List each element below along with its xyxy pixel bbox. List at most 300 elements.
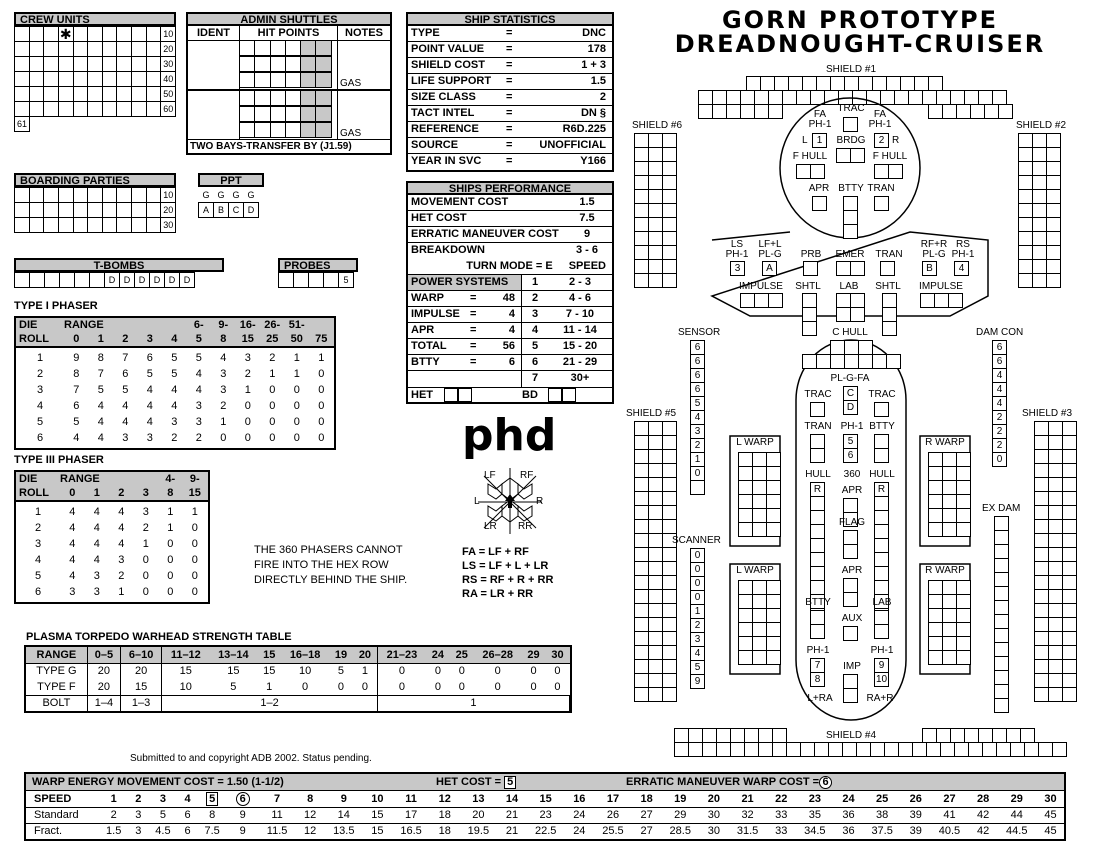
left-warp-box[interactable] — [766, 608, 781, 623]
shield3-box[interactable] — [1048, 659, 1063, 674]
right-warp-box[interactable] — [956, 608, 971, 623]
lab-box[interactable] — [874, 610, 889, 625]
shield3-box[interactable] — [1034, 631, 1049, 646]
crew-box[interactable] — [58, 101, 74, 117]
left-warp-box[interactable] — [766, 522, 781, 537]
battery-box[interactable] — [810, 610, 825, 625]
crew-box[interactable] — [87, 86, 103, 102]
boarding-box[interactable] — [43, 217, 59, 233]
crew-box[interactable] — [116, 71, 132, 87]
excess-damage-box[interactable] — [994, 628, 1009, 643]
shield1-box[interactable] — [774, 76, 789, 91]
phaser-3-box[interactable]: 3 — [730, 261, 745, 276]
shield3-box[interactable] — [1034, 519, 1049, 534]
shield5-box[interactable] — [634, 547, 649, 562]
shield1-box[interactable] — [992, 90, 1007, 105]
shield3-box[interactable] — [1034, 687, 1049, 702]
bd-box[interactable] — [562, 388, 576, 402]
hit-point-box[interactable] — [285, 56, 301, 72]
shield1-box[interactable] — [858, 76, 873, 91]
shield3-box[interactable] — [1034, 659, 1049, 674]
shield5-box[interactable] — [662, 533, 677, 548]
excess-damage-box[interactable] — [994, 600, 1009, 615]
shuttle-box[interactable] — [802, 293, 817, 308]
left-warp-box[interactable] — [752, 636, 767, 651]
shield4-box[interactable] — [982, 742, 997, 757]
probe-box[interactable] — [308, 272, 324, 288]
shield5-box[interactable] — [634, 533, 649, 548]
hit-point-box[interactable] — [285, 90, 301, 106]
crew-box[interactable] — [58, 41, 74, 57]
excess-damage-box[interactable] — [994, 656, 1009, 671]
shield2-box[interactable] — [1032, 147, 1047, 162]
shield4-box[interactable] — [730, 742, 745, 757]
shield3-box[interactable] — [1062, 561, 1077, 576]
shield5-box[interactable] — [662, 659, 677, 674]
shuttle-box[interactable] — [882, 293, 897, 308]
right-warp-box[interactable] — [956, 494, 971, 509]
excess-damage-box[interactable] — [994, 684, 1009, 699]
shield3-box[interactable] — [1062, 533, 1077, 548]
damcon-box[interactable]: 6 — [992, 354, 1007, 369]
shield1-box[interactable] — [788, 76, 803, 91]
crew-box[interactable] — [131, 26, 147, 42]
shield1-box[interactable] — [754, 90, 769, 105]
shield3-box[interactable] — [1062, 505, 1077, 520]
boarding-box[interactable] — [131, 187, 147, 203]
left-warp-box[interactable] — [766, 650, 781, 665]
ppt-box[interactable]: C — [228, 202, 244, 218]
shield3-box[interactable] — [1034, 575, 1049, 590]
shield5-box[interactable] — [634, 435, 649, 450]
left-warp-box[interactable] — [752, 466, 767, 481]
shield2-box[interactable] — [1046, 189, 1061, 204]
shield1-box[interactable] — [914, 76, 929, 91]
shield3-box[interactable] — [1062, 421, 1077, 436]
shield4-box[interactable] — [688, 728, 703, 743]
shield2-box[interactable] — [1046, 161, 1061, 176]
crew-box[interactable] — [43, 41, 59, 57]
damcon-box[interactable]: 4 — [992, 382, 1007, 397]
aux-box[interactable] — [843, 626, 858, 641]
left-warp-box[interactable] — [752, 608, 767, 623]
crew-box[interactable] — [146, 86, 162, 102]
left-warp-box[interactable] — [738, 480, 753, 495]
shield3-box[interactable] — [1048, 421, 1063, 436]
shield2-box[interactable] — [1032, 203, 1047, 218]
hit-point-box[interactable] — [315, 106, 331, 122]
shield1-box[interactable] — [838, 90, 853, 105]
shield3-box[interactable] — [1062, 463, 1077, 478]
shield3-box[interactable] — [1062, 673, 1077, 688]
tran-box[interactable] — [810, 434, 825, 449]
hit-point-box[interactable] — [239, 40, 255, 56]
excess-damage-box[interactable] — [994, 516, 1009, 531]
hull-box[interactable] — [874, 552, 889, 567]
chull-box[interactable] — [886, 354, 901, 369]
impulse-box[interactable] — [843, 674, 858, 689]
tran-box[interactable] — [810, 448, 825, 463]
shield1-box[interactable] — [970, 104, 985, 119]
shield5-box[interactable] — [648, 687, 663, 702]
boarding-box[interactable] — [87, 187, 103, 203]
shield5-box[interactable] — [648, 463, 663, 478]
crew-box[interactable] — [116, 56, 132, 72]
shield4-box[interactable] — [716, 728, 731, 743]
damcon-box[interactable]: 0 — [992, 452, 1007, 467]
hit-point-box[interactable] — [270, 122, 286, 138]
shield5-box[interactable] — [648, 449, 663, 464]
shield1-box[interactable] — [726, 104, 741, 119]
bd-box[interactable] — [548, 388, 562, 402]
tran-box[interactable] — [874, 196, 889, 211]
shield1-box[interactable] — [740, 104, 755, 119]
fhull-box[interactable] — [810, 164, 825, 179]
left-warp-box[interactable] — [738, 494, 753, 509]
hit-point-box[interactable] — [270, 106, 286, 122]
shield1-box[interactable] — [880, 90, 895, 105]
shield5-box[interactable] — [662, 645, 677, 660]
sensor-box[interactable]: 6 — [690, 354, 705, 369]
trac-box[interactable] — [810, 402, 825, 417]
shield2-box[interactable] — [1032, 231, 1047, 246]
tbomb-box[interactable] — [14, 272, 30, 288]
shield2-box[interactable] — [1018, 231, 1033, 246]
shield4-box[interactable] — [912, 742, 927, 757]
shield4-box[interactable] — [800, 742, 815, 757]
sensor-box[interactable]: 6 — [690, 382, 705, 397]
left-warp-box[interactable] — [738, 594, 753, 609]
shield4-box[interactable] — [992, 728, 1007, 743]
shuttle-box[interactable] — [882, 307, 897, 322]
crew-box[interactable] — [43, 101, 59, 117]
shield4-box[interactable] — [814, 742, 829, 757]
hull-box[interactable] — [874, 496, 889, 511]
shield3-box[interactable] — [1048, 617, 1063, 632]
boarding-box[interactable] — [43, 202, 59, 218]
shield6-box[interactable] — [634, 273, 649, 288]
left-warp-box[interactable] — [766, 452, 781, 467]
dummy-tbomb-box[interactable]: D — [119, 272, 135, 288]
shield3-box[interactable] — [1048, 477, 1063, 492]
shield3-box[interactable] — [1048, 519, 1063, 534]
shield4-box[interactable] — [674, 728, 689, 743]
crew-box[interactable] — [146, 56, 162, 72]
shield3-box[interactable] — [1034, 603, 1049, 618]
shield4-box[interactable] — [968, 742, 983, 757]
shield1-box[interactable] — [866, 90, 881, 105]
shield5-box[interactable] — [634, 519, 649, 534]
boarding-box[interactable] — [58, 202, 74, 218]
probe-box[interactable]: 5 — [338, 272, 354, 288]
lab-box[interactable] — [836, 293, 851, 308]
right-warp-box[interactable] — [942, 522, 957, 537]
chull-box[interactable] — [858, 354, 873, 369]
fhull-box[interactable] — [796, 164, 811, 179]
shield5-box[interactable] — [648, 575, 663, 590]
shield6-box[interactable] — [648, 203, 663, 218]
shield6-box[interactable] — [634, 175, 649, 190]
left-warp-box[interactable] — [752, 480, 767, 495]
crew-box[interactable] — [73, 41, 89, 57]
shield2-box[interactable] — [1046, 175, 1061, 190]
shield2-box[interactable] — [1032, 189, 1047, 204]
het-box[interactable] — [444, 388, 458, 402]
scanner-box[interactable]: 4 — [690, 646, 705, 661]
shield5-box[interactable] — [634, 449, 649, 464]
shield5-box[interactable] — [648, 519, 663, 534]
shield6-box[interactable] — [662, 217, 677, 232]
crew-box[interactable] — [131, 101, 147, 117]
shield5-box[interactable] — [662, 491, 677, 506]
hit-point-box[interactable] — [285, 72, 301, 88]
shield6-box[interactable] — [648, 231, 663, 246]
shield3-box[interactable] — [1034, 561, 1049, 576]
shield5-box[interactable] — [634, 687, 649, 702]
plasma-d-box[interactable]: D — [843, 400, 858, 415]
sensor-box[interactable]: 2 — [690, 438, 705, 453]
shield6-box[interactable] — [662, 175, 677, 190]
shield2-box[interactable] — [1018, 175, 1033, 190]
shield5-box[interactable] — [648, 631, 663, 646]
damcon-box[interactable]: 2 — [992, 410, 1007, 425]
crew-box[interactable] — [43, 86, 59, 102]
shield4-box[interactable] — [828, 742, 843, 757]
hit-point-box[interactable] — [285, 122, 301, 138]
shield5-box[interactable] — [662, 463, 677, 478]
crew-box[interactable] — [102, 71, 118, 87]
shield6-box[interactable] — [634, 245, 649, 260]
shield4-box[interactable] — [940, 742, 955, 757]
boarding-box[interactable] — [58, 187, 74, 203]
hit-point-box[interactable] — [285, 40, 301, 56]
shield4-box[interactable] — [1006, 728, 1021, 743]
boarding-box[interactable] — [131, 202, 147, 218]
right-warp-box[interactable] — [956, 508, 971, 523]
left-warp-box[interactable] — [738, 466, 753, 481]
shield5-box[interactable] — [634, 463, 649, 478]
hit-point-box[interactable] — [239, 106, 255, 122]
damcon-box[interactable]: 2 — [992, 438, 1007, 453]
shield5-box[interactable] — [662, 617, 677, 632]
shield5-box[interactable] — [648, 477, 663, 492]
boarding-box[interactable] — [58, 217, 74, 233]
shield2-box[interactable] — [1018, 133, 1033, 148]
excess-damage-box[interactable] — [994, 614, 1009, 629]
shield3-box[interactable] — [1034, 463, 1049, 478]
crew-box[interactable] — [73, 86, 89, 102]
shield6-box[interactable] — [662, 203, 677, 218]
hull-box[interactable] — [874, 594, 889, 609]
hit-point-box[interactable] — [315, 40, 331, 56]
impulse-box[interactable] — [768, 293, 783, 308]
dummy-tbomb-box[interactable]: D — [179, 272, 195, 288]
shield3-box[interactable] — [1048, 687, 1063, 702]
shield5-box[interactable] — [662, 547, 677, 562]
hit-point-box[interactable] — [239, 122, 255, 138]
crew-box[interactable] — [87, 101, 103, 117]
tbomb-box[interactable] — [59, 272, 75, 288]
apr-box[interactable] — [812, 196, 827, 211]
shield4-box[interactable] — [1020, 728, 1035, 743]
shield3-box[interactable] — [1034, 435, 1049, 450]
crew-box[interactable] — [102, 41, 118, 57]
crew-box[interactable] — [87, 71, 103, 87]
lab-box[interactable] — [874, 624, 889, 639]
shield4-box[interactable] — [1038, 742, 1053, 757]
shield1-box[interactable] — [726, 90, 741, 105]
shield2-box[interactable] — [1046, 217, 1061, 232]
crew-box[interactable] — [58, 71, 74, 87]
crew-box[interactable] — [14, 41, 30, 57]
shield5-box[interactable] — [648, 589, 663, 604]
hit-point-box[interactable] — [300, 56, 316, 72]
battery-box[interactable] — [874, 434, 889, 449]
right-warp-box[interactable] — [942, 580, 957, 595]
shield3-box[interactable] — [1034, 645, 1049, 660]
shield6-box[interactable] — [662, 231, 677, 246]
chull-box[interactable] — [830, 354, 845, 369]
shield1-box[interactable] — [754, 104, 769, 119]
boarding-box[interactable] — [102, 202, 118, 218]
hull-box[interactable] — [874, 566, 889, 581]
hull-box[interactable] — [810, 496, 825, 511]
shield5-box[interactable] — [648, 491, 663, 506]
shield4-box[interactable] — [1010, 742, 1025, 757]
crew-box[interactable] — [29, 26, 45, 42]
shield4-box[interactable] — [950, 728, 965, 743]
right-warp-box[interactable] — [942, 594, 957, 609]
dummy-tbomb-box[interactable]: D — [104, 272, 120, 288]
shield5-box[interactable] — [662, 603, 677, 618]
boarding-box[interactable] — [116, 202, 132, 218]
shield1-box[interactable] — [712, 104, 727, 119]
shield3-box[interactable] — [1048, 631, 1063, 646]
hull-box[interactable] — [874, 580, 889, 595]
shield3-box[interactable] — [1062, 631, 1077, 646]
shield4-box[interactable] — [842, 742, 857, 757]
shield5-box[interactable] — [648, 659, 663, 674]
shield1-box[interactable] — [998, 104, 1013, 119]
right-warp-box[interactable] — [956, 452, 971, 467]
crew-box[interactable] — [29, 56, 45, 72]
dummy-tbomb-box[interactable]: D — [164, 272, 180, 288]
chull-box[interactable] — [858, 340, 873, 355]
shield1-box[interactable] — [782, 90, 797, 105]
shield3-box[interactable] — [1062, 491, 1077, 506]
right-warp-box[interactable] — [928, 636, 943, 651]
hit-point-box[interactable] — [270, 56, 286, 72]
shield5-box[interactable] — [648, 617, 663, 632]
shield5-box[interactable] — [648, 435, 663, 450]
battery-box[interactable] — [843, 196, 858, 211]
shield5-box[interactable] — [634, 421, 649, 436]
plasma-c-box[interactable]: C — [843, 386, 858, 401]
shield1-box[interactable] — [760, 76, 775, 91]
shield6-box[interactable] — [634, 259, 649, 274]
shuttle-box[interactable] — [802, 321, 817, 336]
phaser-8-box[interactable]: 8 — [810, 672, 825, 687]
excess-damage-box[interactable] — [994, 572, 1009, 587]
shield3-box[interactable] — [1062, 589, 1077, 604]
fhull-box[interactable] — [874, 164, 889, 179]
shield5-box[interactable] — [662, 631, 677, 646]
bridge-box[interactable] — [850, 148, 865, 163]
left-warp-box[interactable] — [752, 580, 767, 595]
shield4-box[interactable] — [744, 742, 759, 757]
right-warp-box[interactable] — [956, 622, 971, 637]
shield6-box[interactable] — [662, 273, 677, 288]
flag-box[interactable] — [843, 530, 858, 545]
crew-box[interactable] — [146, 41, 162, 57]
shield1-box[interactable] — [740, 90, 755, 105]
boarding-box[interactable] — [14, 202, 30, 218]
hull-box[interactable] — [810, 566, 825, 581]
het-box[interactable] — [458, 388, 472, 402]
dummy-tbomb-box[interactable]: D — [134, 272, 150, 288]
crew-box[interactable] — [73, 26, 89, 42]
shield2-box[interactable] — [1046, 133, 1061, 148]
left-warp-box[interactable] — [738, 580, 753, 595]
shield6-box[interactable] — [634, 189, 649, 204]
sensor-box[interactable]: 4 — [690, 410, 705, 425]
shield3-box[interactable] — [1034, 547, 1049, 562]
shield6-box[interactable] — [662, 245, 677, 260]
excess-damage-box[interactable] — [994, 586, 1009, 601]
hit-point-box[interactable] — [300, 90, 316, 106]
shield2-box[interactable] — [1018, 203, 1033, 218]
probe-launcher-box[interactable] — [803, 261, 818, 276]
phaser-7-box[interactable]: 7 — [810, 658, 825, 673]
shield4-box[interactable] — [688, 742, 703, 757]
phaser-6-box[interactable]: 6 — [843, 448, 858, 463]
boarding-box[interactable] — [73, 187, 89, 203]
shield5-box[interactable] — [634, 505, 649, 520]
boarding-box[interactable] — [116, 217, 132, 233]
shield4-box[interactable] — [856, 742, 871, 757]
chull-box[interactable] — [830, 340, 845, 355]
hit-point-box[interactable] — [315, 90, 331, 106]
shield6-box[interactable] — [634, 203, 649, 218]
shield2-box[interactable] — [1046, 273, 1061, 288]
shield6-box[interactable] — [634, 147, 649, 162]
shield2-box[interactable] — [1032, 161, 1047, 176]
shield2-box[interactable] — [1018, 259, 1033, 274]
shield3-box[interactable] — [1048, 589, 1063, 604]
hull-box[interactable] — [810, 510, 825, 525]
boarding-box[interactable] — [73, 217, 89, 233]
lab-box[interactable] — [836, 307, 851, 322]
shield4-box[interactable] — [1024, 742, 1039, 757]
boarding-box[interactable] — [14, 187, 30, 203]
shield3-box[interactable] — [1048, 603, 1063, 618]
shield1-box[interactable] — [768, 90, 783, 105]
shield5-box[interactable] — [648, 421, 663, 436]
hit-point-box[interactable] — [254, 40, 270, 56]
left-warp-box[interactable] — [752, 508, 767, 523]
hit-point-box[interactable] — [315, 72, 331, 88]
shield6-box[interactable] — [648, 147, 663, 162]
shield1-box[interactable] — [712, 90, 727, 105]
right-warp-box[interactable] — [942, 494, 957, 509]
right-warp-box[interactable] — [942, 650, 957, 665]
shield4-box[interactable] — [978, 728, 993, 743]
shield6-box[interactable] — [662, 189, 677, 204]
boarding-box[interactable] — [29, 202, 45, 218]
boarding-box[interactable] — [102, 217, 118, 233]
shield4-box[interactable] — [1052, 742, 1067, 757]
shield1-box[interactable] — [922, 90, 937, 105]
